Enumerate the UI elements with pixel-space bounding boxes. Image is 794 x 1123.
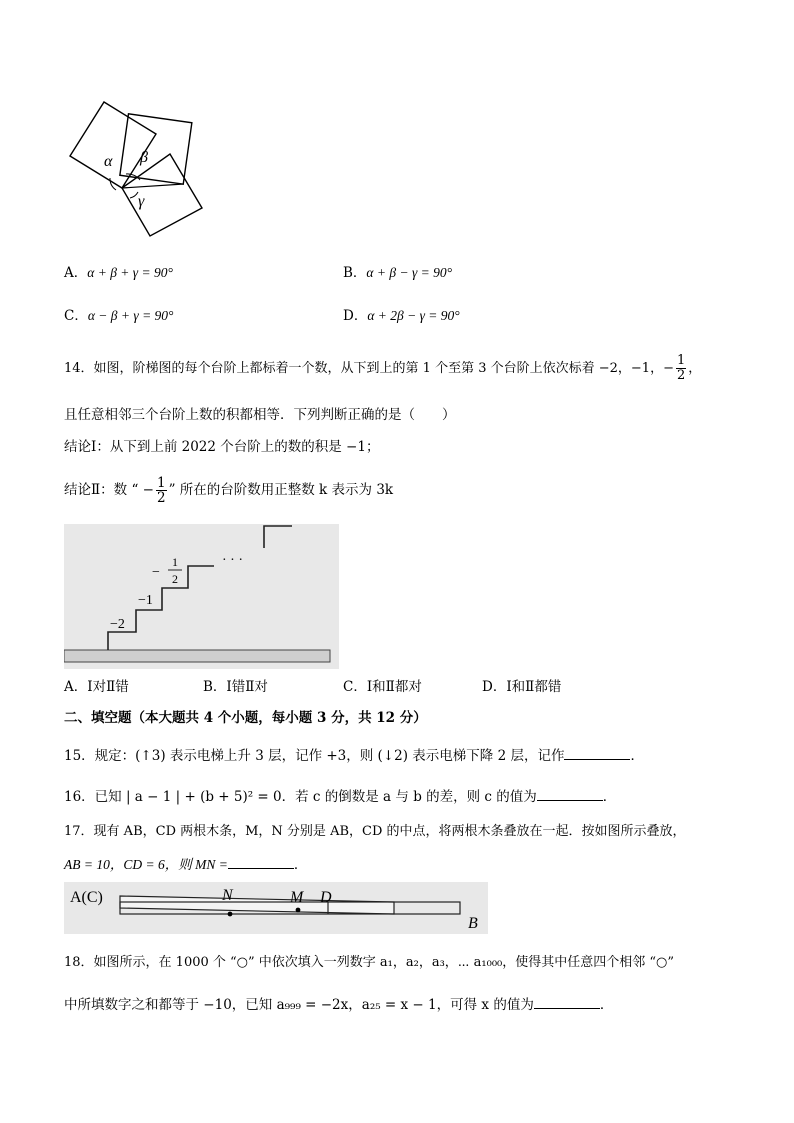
floor (64, 650, 330, 662)
q14-option-a: A．Ⅰ对Ⅱ错 (64, 679, 129, 695)
q16-answer-blank (537, 786, 603, 801)
point-n (228, 912, 233, 917)
label-d: D (320, 889, 332, 906)
step-label-3-num: 1 (172, 555, 178, 569)
q13-option-d: D．α + 2β − γ = 90° (343, 308, 460, 324)
q17-line2: AB = 10，CD = 6，则 MN = ． (64, 854, 307, 875)
q14-fraction: $\frac{1}{2}$ (676, 353, 686, 383)
q15: 15．规定：(↑3) 表示电梯上升 3 层，记作 +3，则 (↓2) 表示电梯下降 2 层，记作 ． (64, 745, 644, 766)
step-label-2: −1 (138, 593, 153, 608)
stick-cd (120, 896, 394, 914)
step-label-3-sign: − (152, 565, 160, 580)
q18-answer-blank (534, 994, 600, 1009)
point-m (296, 908, 301, 913)
q18-line1: 18．如图所示，在 1000 个 “○” 中依次填入一列数字 a₁，a₂，a₃，⋯ a₁₀₀₀，使得其中任意四个相邻 “○” (64, 955, 675, 970)
alpha-label: α (104, 153, 113, 170)
q14-staircase-figure (64, 524, 339, 669)
square-1 (70, 102, 156, 188)
q14-conclusion-1: 结论Ⅰ：从下到上前 2022 个台阶上的数的积是 −1； (64, 439, 380, 455)
q13-option-a: A．α + β + γ = 90° (64, 265, 173, 281)
q17-line1: 17．现有 AB，CD 两根木条，M，N 分别是 AB，CD 的中点，将两根木条叠放在一起．按如图所示叠放， (64, 824, 686, 839)
q13-option-b: B．α + β − γ = 90° (343, 265, 453, 281)
top-step (264, 526, 292, 548)
q14-stem-line2: 且任意相邻三个台阶上数的积都相等．下列判断正确的是（ ） (64, 407, 456, 423)
label-m: M (290, 889, 304, 906)
q14-option-b: B．Ⅰ错Ⅱ对 (203, 679, 268, 695)
q14-conclusion-2: 结论Ⅱ：数 “ − $\frac{1}{2}$ ” 所在的台阶数用正整数 k 表示为 3k (64, 475, 394, 506)
q17-sticks-figure (64, 882, 488, 934)
ellipsis: · · · (222, 553, 243, 568)
q14-option-c: C．Ⅰ和Ⅱ都对 (343, 679, 422, 695)
stairs (108, 566, 214, 650)
step-label-3-den: 2 (172, 572, 178, 586)
beta-label: β (140, 149, 148, 166)
q15-answer-blank (564, 745, 630, 760)
q16: 16．已知 | a − 1 | + (b + 5)² = 0．若 c 的倒数是 a 与 b 的差，则 c 的值为 ． (64, 786, 616, 807)
q13-option-c: C．α − β + γ = 90° (64, 308, 174, 324)
label-b: B (468, 915, 478, 932)
q18-line2: 中所填数字之和都等于 −10，已知 a₉₉₉ = −2x，a₂₅ = x − 1，可得 x 的值为 ． (64, 994, 613, 1015)
step-label-1: −2 (110, 617, 125, 632)
q13-squares-figure (66, 98, 206, 240)
label-n: N (222, 887, 233, 904)
q17-answer-blank (228, 854, 294, 869)
gamma-label: γ (138, 193, 145, 210)
section-2-title: 二、填空题（本大题共 4 个小题，每小题 3 分，共 12 分） (64, 710, 427, 726)
label-ac: A(C) (70, 889, 103, 906)
q14-stem-line1: 14．如图，阶梯图的每个台阶上都标着一个数，从下到上的第 1 个至第 3 个台阶上依次标着 −2，−1，− $\frac{1}{2}$ ， (64, 353, 702, 383)
q14-option-d: D．Ⅰ和Ⅱ都错 (482, 679, 562, 695)
square-3 (122, 154, 202, 236)
